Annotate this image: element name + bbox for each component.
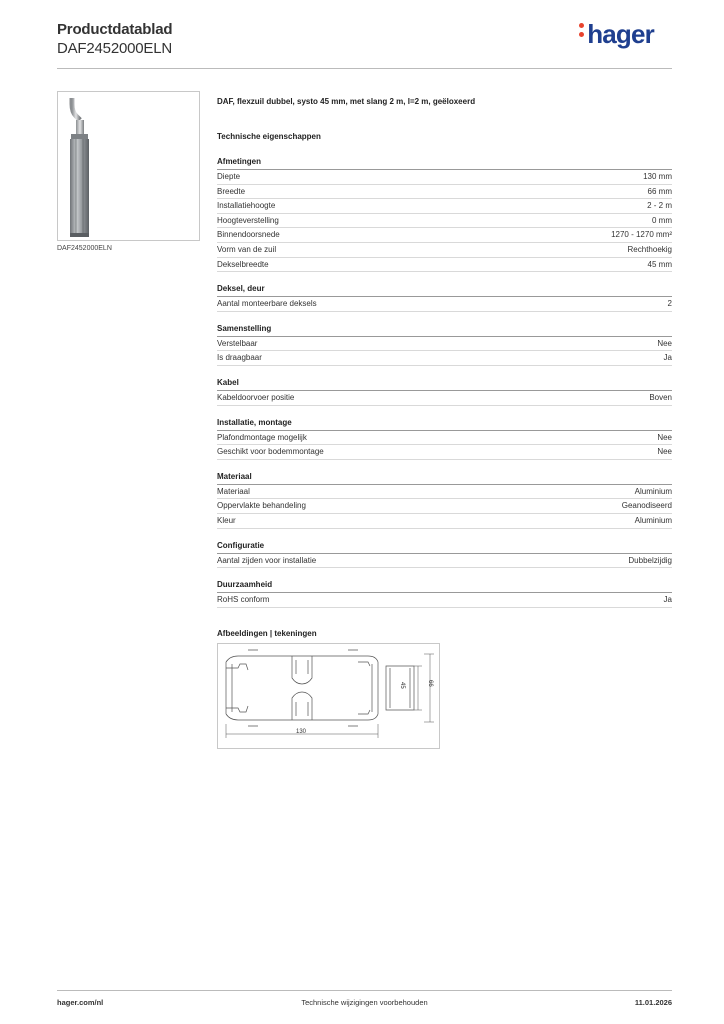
footer-notice: Technische wijzigingen voorbehouden — [301, 998, 428, 1007]
dimension-width-label: 130 — [296, 729, 307, 735]
footer-date: 11.01.2026 — [634, 998, 672, 1007]
row-value: 2 — [667, 299, 672, 309]
row-label: Is draagbaar — [217, 353, 262, 363]
row-value: Dubbelzijdig — [628, 555, 672, 565]
row-label: Breedte — [217, 186, 246, 196]
row-label: Installatiehoogte — [217, 201, 276, 211]
technical-properties-title: Technische eigenschappen — [217, 132, 321, 141]
technical-content — [217, 96, 672, 749]
table-row — [217, 485, 672, 500]
row-value: Geanodiseerd — [621, 501, 672, 511]
group-title: Installatie, montage — [217, 418, 672, 431]
row-label: Oppervlakte behandeling — [217, 501, 306, 511]
website-link[interactable]: hager.com/nl — [57, 998, 104, 1007]
table-row — [217, 199, 672, 214]
row-value: Ja — [663, 353, 672, 363]
product-description: DAF, flexzuil dubbel, systo 45 mm, met slang 2 m, l=2 m, geëloxeerd — [217, 97, 476, 106]
dimension-height-outer-label: 66 — [427, 680, 433, 687]
table-row — [217, 243, 672, 258]
cross-section-drawing — [218, 644, 439, 748]
drawings-title: Afbeeldingen | tekeningen — [217, 628, 317, 638]
table-row — [217, 185, 672, 200]
row-value: Nee — [657, 432, 672, 442]
group-title: Samenstelling — [217, 324, 672, 337]
row-label: Verstelbaar — [217, 338, 258, 348]
row-label: Hoogteverstelling — [217, 215, 279, 225]
row-value: 2 - 2 m — [647, 201, 672, 211]
technical-drawing — [217, 643, 440, 749]
table-row — [217, 391, 672, 406]
group-configuratie — [217, 541, 672, 569]
row-label: Kabeldoorvoer positie — [217, 392, 295, 402]
group-title: Configuratie — [217, 541, 672, 554]
row-value: 66 mm — [647, 186, 672, 196]
group-installatie-montage — [217, 418, 672, 460]
row-value: Ja — [663, 595, 672, 605]
table-row — [217, 337, 672, 352]
table-row — [217, 554, 672, 569]
table-row — [217, 228, 672, 243]
logo-dots-icon — [579, 19, 585, 41]
table-row — [217, 593, 672, 608]
dimension-height-inner-label: 45 — [399, 682, 405, 689]
row-label: Aantal zijden voor installatie — [217, 555, 317, 565]
row-value: Nee — [657, 447, 672, 457]
row-value: Aluminium — [634, 515, 672, 525]
row-label: Aantal monteerbare deksels — [217, 299, 317, 309]
group-title: Materiaal — [217, 472, 672, 485]
table-row — [217, 499, 672, 514]
group-deksel-deur — [217, 284, 672, 312]
document-title: Productdatablad — [57, 21, 173, 38]
table-row — [217, 170, 672, 185]
table-row — [217, 445, 672, 460]
row-value: Rechthoekig — [627, 244, 672, 254]
logo-text: hager — [587, 19, 654, 49]
row-label: Dekselbreedte — [217, 259, 269, 269]
footer-divider — [57, 990, 672, 991]
row-value: 45 mm — [647, 259, 672, 269]
row-value: Aluminium — [634, 486, 672, 496]
row-label: Kleur — [217, 515, 236, 525]
group-title: Afmetingen — [217, 157, 672, 170]
flex-column-icon — [58, 92, 199, 240]
group-title: Deksel, deur — [217, 284, 672, 297]
row-value: Nee — [657, 338, 672, 348]
table-row — [217, 351, 672, 366]
row-value: Boven — [649, 392, 672, 402]
row-label: RoHS conform — [217, 595, 270, 605]
table-row — [217, 258, 672, 273]
table-row — [217, 431, 672, 446]
group-materiaal — [217, 472, 672, 529]
group-samenstelling — [217, 324, 672, 366]
group-kabel — [217, 378, 672, 406]
row-label: Vorm van de zuil — [217, 244, 277, 254]
group-duurzaamheid — [217, 580, 672, 608]
row-label: Diepte — [217, 172, 241, 181]
product-image — [57, 91, 200, 241]
hager-logo — [579, 20, 654, 48]
row-value: 1270 - 1270 mm² — [611, 230, 672, 240]
group-title: Duurzaamheid — [217, 580, 672, 593]
row-value: 130 mm — [643, 172, 672, 181]
table-row — [217, 297, 672, 312]
row-label: Binnendoorsnede — [217, 230, 280, 240]
page-header — [57, 20, 672, 68]
image-caption: DAF2452000ELN — [57, 245, 112, 252]
table-row — [217, 214, 672, 229]
header-divider — [57, 68, 672, 69]
product-code: DAF2452000ELN — [57, 40, 172, 57]
row-label: Geschikt voor bodemmontage — [217, 447, 324, 457]
group-afmetingen — [217, 157, 672, 272]
group-title: Kabel — [217, 378, 672, 391]
row-label: Plafondmontage mogelijk — [217, 432, 307, 442]
row-label: Materiaal — [217, 486, 250, 496]
table-row — [217, 514, 672, 529]
row-value: 0 mm — [652, 215, 672, 225]
